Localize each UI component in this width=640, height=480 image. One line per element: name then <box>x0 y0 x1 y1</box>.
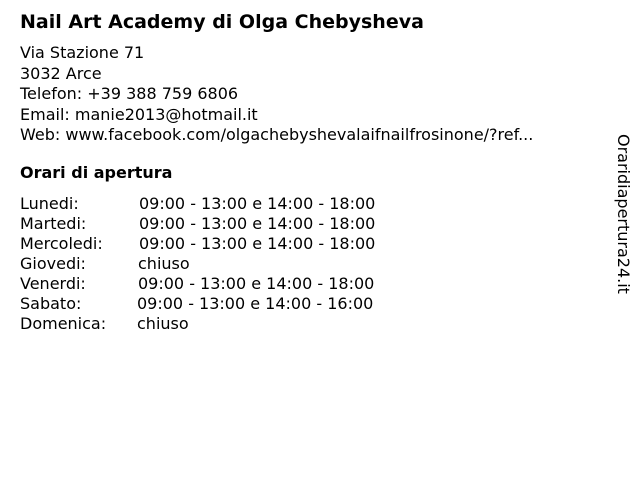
phone-line: Telefon: +39 388 759 6806 <box>20 84 239 103</box>
email-line: Email: manie2013@hotmail.it <box>20 104 258 124</box>
day-hours: 09:00 - 13:00 e 14:00 - 18:00 <box>139 234 376 253</box>
brand-site-text: Oraridiapertura24.it <box>614 134 633 294</box>
business-name: Nail Art Academy di Olga Chebysheva <box>20 11 424 33</box>
web-line: Web: www.facebook.com/olgachebyshevalaifnailfrosinone/?ref... <box>20 125 534 144</box>
day-label: Martedi: <box>20 214 87 233</box>
day-label: Lunedi: <box>20 194 79 213</box>
address-city: 3032 Arce <box>20 63 102 83</box>
day-hours: 09:00 - 13:00 e 14:00 - 18:00 <box>139 194 376 213</box>
day-label: Domenica: <box>20 314 107 333</box>
day-label: Venerdi: <box>20 274 86 293</box>
hours-heading: Orari di apertura <box>20 163 173 182</box>
address-street: Via Stazione 71 <box>20 43 145 62</box>
day-hours: 09:00 - 13:00 e 14:00 - 16:00 <box>137 294 374 313</box>
day-label: Mercoledi: <box>20 234 103 253</box>
contact-block <box>20 43 533 146</box>
day-hours: 09:00 - 13:00 e 14:00 - 18:00 <box>139 214 376 233</box>
day-hours: chiuso <box>137 314 189 333</box>
day-label: Giovedi: <box>20 254 86 273</box>
day-label: Sabato: <box>20 294 82 313</box>
brand-watermark <box>613 134 633 310</box>
day-hours: chiuso <box>138 254 190 273</box>
day-hours: 09:00 - 13:00 e 14:00 - 18:00 <box>138 274 375 293</box>
